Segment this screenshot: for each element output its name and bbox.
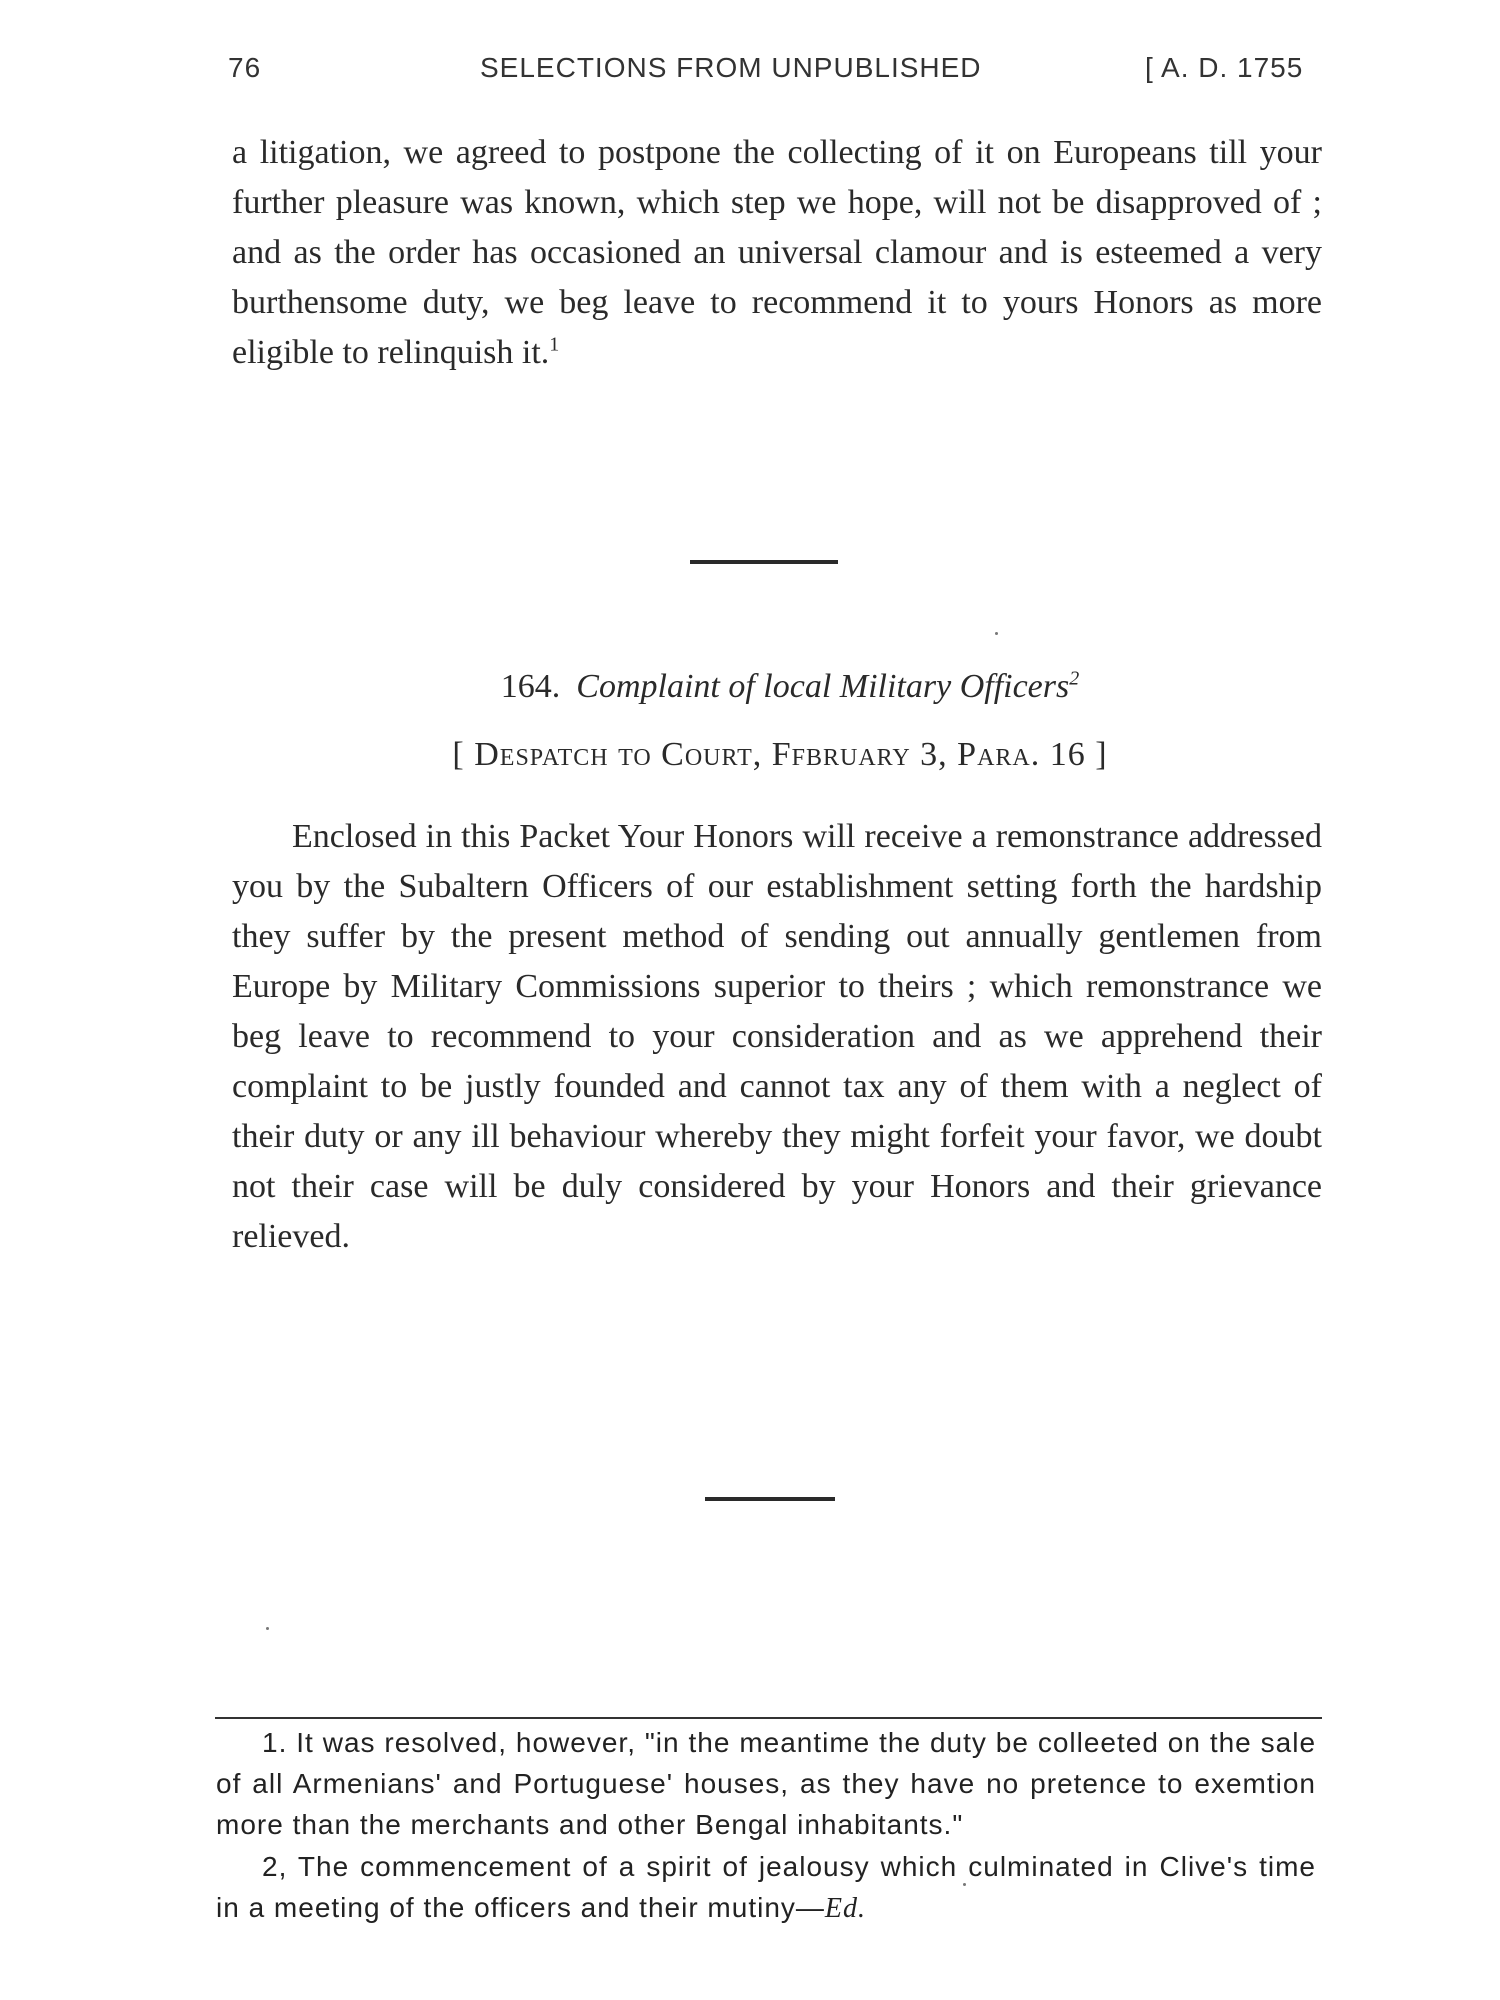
section-heading <box>40 668 1500 706</box>
body-paragraph <box>232 812 1322 1262</box>
footnote-2-text: The commencement of a spirit of jealousy which culminated in Clive's time in a meeting of the officers and their mutiny— <box>216 1851 1317 1923</box>
footnote-1 <box>216 1722 1316 1845</box>
continuation-paragraph <box>232 128 1322 378</box>
scan-speck <box>995 632 998 635</box>
section-number: 164. <box>500 668 561 705</box>
page-number: 76 <box>228 52 262 83</box>
footnote-ref-1[interactable]: 1 <box>549 333 560 356</box>
scan-speck <box>963 1883 966 1886</box>
footnote-2-suffix: Ed. <box>824 1893 866 1924</box>
footnote-1-marker: 1. <box>262 1727 288 1758</box>
body-text: Enclosed in this Packet Your Honors will receive a remonstrance addressed you by the Subaltern Officers of our establishment setting forth the hardship they suffer by the present method of sending out annually gentlemen from Europe by Military Commissions superior to theirs ; which remonstrance we beg leave to recommend to your consideration and as we apprehend their complaint to be justly founded and cannot tax any of them with a neglect of their duty or any ill behaviour whereby they might forfeit your favor, we doubt not their case will be duly considered by your Honors and their grievance relieved. <box>232 818 1322 1255</box>
footnote-rule <box>215 1717 1322 1719</box>
section-title: Complaint of local Military Officers <box>576 668 1070 705</box>
section-source: [ Despatch to Court, Ffbruary 3, Para. 16 ] <box>452 736 1108 773</box>
footnote-2-marker: 2, <box>262 1851 288 1882</box>
running-title: SELECTIONS FROM UNPUBLISHED <box>480 52 982 83</box>
section-divider <box>690 560 838 564</box>
header-year: [ A. D. 1755 <box>1145 52 1304 83</box>
footnote-1-text: It was resolved, however, "in the meantime the duty be colleeted on the sale of all Armenians' and Portuguese' houses, as they have no pretence to exemtion more than the merchants and other Bengal inhabitants." <box>216 1727 1317 1840</box>
footnote-2 <box>216 1846 1316 1929</box>
end-divider <box>705 1497 835 1501</box>
running-header <box>0 52 1500 102</box>
footnotes <box>216 1722 1316 1929</box>
continuation-text: a litigation, we agreed to postpone the collecting of it on Europeans till your further pleasure was known, which step we hope, will not be disapproved of ; and as the order has occasioned an universal clamour and is esteemed a very burthensome duty, we beg leave to recommend it to yours Honors as more eligible to relinquish it. <box>232 134 1322 371</box>
scan-speck <box>266 1627 269 1630</box>
footnote-ref-2[interactable]: 2 <box>1069 667 1080 690</box>
